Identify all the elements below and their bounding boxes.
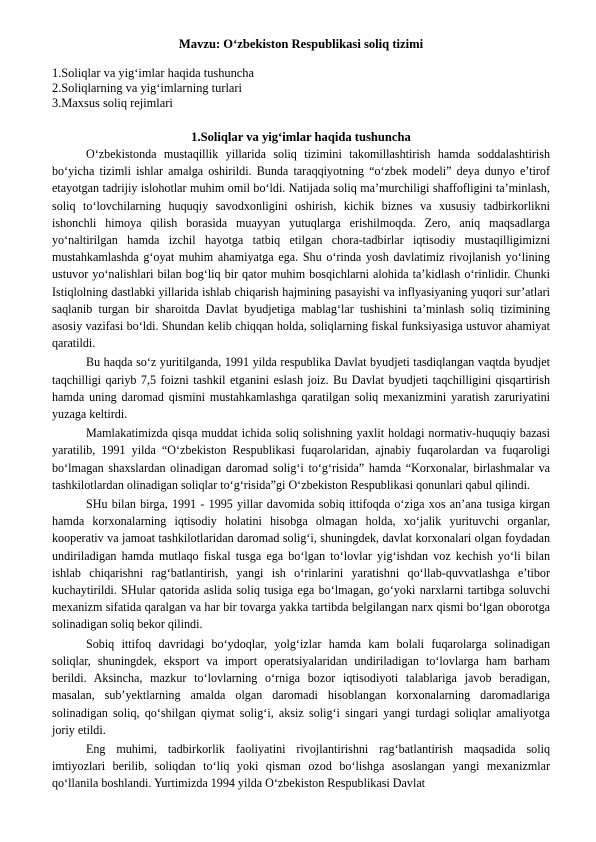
paragraph-4: SHu bilan birga, 1991 - 1995 yillar davomida sobiq ittifoqda o‘ziga xos an’ana tusiga kirgan hamda korxonalarning iqtisodiy holatini hisobga olmagan holda, xo‘jalik yurituvchi organlar, kooperativ va jamoat tashkilotlaridan daromad solig‘i, shuningdek, davlat korxonalari olgan foydadan undiriladigan hamda mutlaqo fiskal tusga ega bo‘lgan to‘lovlar yig‘ishdan voz kechish yo‘li bilan ishlab chiqarishni rag‘batlantirish, yangi ish o‘rinlarini yaratishni qo‘llab-quvvatlashga e’tibor kuchaytirildi. SHular qatorida aslida soliq tusiga ega bo‘lmagan, go‘yoki narxlarni tartibga soluvchi mexanizm sifatida qaralgan va har bir tovarga yakka tartibda belgilangan narx qismi bo‘lgan oborotga solinadigan soliq bekor qilindi. xyxy=(52,497,550,632)
paragraph-6: Eng muhimi, tadbirkorlik faoliyatini rivojlantirishni rag‘batlantirish maqsadida soliq imtiyozlari berilib, soliqdan to‘liq yoki qisman ozod bo‘lishga asoslangan yangi mexanizmlar qo‘llanila boshlandi. Yurtimizda 1994 yilda O‘zbekiston Respublikasi Davlat xyxy=(52,741,550,791)
toc-item-3: 3.Maxsus soliq rejimlari xyxy=(52,96,173,110)
paragraph-3: Mamlakatimizda qisqa muddat ichida soliq solishning yaxlit holdagi normativ-huquqiy bazasi yaratilib, 1991 yilda “O‘zbekiston Respublikasi fuqarolaridan, ajnabiy fuqarolardan va fuqaroligi bo‘lmagan shaxslardan olinadigan daromad solig‘i to‘g‘risida” hamda “Korxonalar, birlashmalar va tashkilotlardan olinadigan soliqlar to‘g‘risida”gi O‘zbekiston Respublikasi qonunlari qabul qilindi. xyxy=(52,426,550,492)
toc-item-2: 2.Soliqlarning va yig‘imlarning turlari xyxy=(52,81,242,95)
paragraph-1: O‘zbekistonda mustaqillik yillarida soliq tizimini takomillashtirish hamda soddalashtirish bo‘yicha tizimli ishlar amalga oshirildi. Bunda taraqqiyotning “o‘zbek modeli” deya dunyo e’tirof etayotgan tadrijiy islohotlar muhim omil bo‘ldi. Natijada soliq ma’murchiligi shaffofligini ta’minlash, soliq to‘lovchilarning huquqiy savodxonligini oshirish, kichik biznes va xususiy tadbirkorlikni ishonchli himoya qilish borasida muayyan yutuqlarga erishilmoqda. Zero, aniq maqsadlarga yo‘naltirilgan hamda izchil hayotga tatbiq etilgan chora-tadbirlar iqtisodiy mustaqilligimizni mustahkamlashda g‘oyat muhim ahamiyatga ega. Shu o‘rinda yosh davlatimiz rivojlanish yo‘lining ustuvor yo‘nalishlari bilan bog‘liq bir qator muhim bosqichlarni alohida ta’kidlash o‘rinlidir. Chunki Istiqlolning dastlabki yillarida ishlab chiqarish hajmining pasayishi va inflyasiyaning yuqori sur’atlari saqlanib turgan bir sharoitda Davlat byudjetiga mablag‘lar tushishini ta’minlash soliq tizimining asosiy vazifasi bo‘ldi. Shundan kelib chiqqan holda, soliqlarning fiskal funksiyasiga ustuvor ahamiyat qaratildi. xyxy=(52,147,550,351)
paragraph-2: Bu haqda so‘z yuritilganda, 1991 yilda respublika Davlat byudjeti tasdiqlangan vaqtda byudjet taqchilligi qariyb 7,5 foizni tashkil etganini eslash joiz. Bu Davlat byudjeti taqchilligini qisqartirish hamda uning daromad qismini mustahkamlashga qaratilgan soliq mexanizmini yaratish zaruriyatini yuzaga keltirdi. xyxy=(52,355,550,422)
paragraph-5: Sobiq ittifoq davridagi bo‘ydoqlar, yolg‘izlar hamda kam bolali fuqarolarga solinadigan soliqlar, shuningdek, eksport va import operatsiyalaridan undiriladigan to‘lovlarga ham barham berildi. Aksincha, mazkur to‘lovlarning o‘rniga bozor iqtisodiyoti talablariga javob beradigan, masalan, sub’yektlarning amalda olgan daromadi hisoblangan korxonalarning daromadlariga solinadigan soliq, qo‘shilgan qiymat solig‘i, aksiz solig‘i singari yangi turdagi soliqlar amaliyotga joriy etildi. xyxy=(52,636,550,737)
toc-item-1: 1.Soliqlar va yig‘imlar haqida tushuncha xyxy=(52,66,254,80)
table-of-contents xyxy=(52,66,550,111)
section-heading: 1.Soliqlar va yig‘imlar haqida tushuncha xyxy=(191,130,411,144)
document-title: Mavzu: O‘zbekiston Respublikasi soliq tizimi xyxy=(178,37,424,51)
